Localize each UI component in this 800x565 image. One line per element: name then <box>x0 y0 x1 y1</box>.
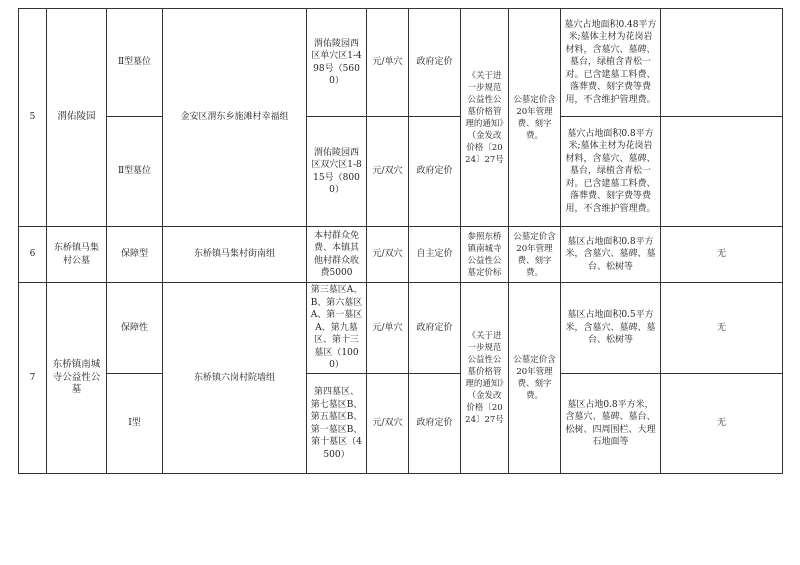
plot-type: 保障性 <box>107 283 163 374</box>
plot-type: Ⅰ型 <box>107 374 163 474</box>
remark <box>661 117 783 227</box>
pricing-method: 政府定价 <box>409 283 461 374</box>
location: 东桥镇六岗村院墙组 <box>163 283 307 474</box>
table-row <box>19 227 783 283</box>
plot-description: 墓区占地面积0.8平方米，含墓穴、墓碑、墓台、松树等 <box>561 227 661 283</box>
location: 东桥镇马集村街南组 <box>163 227 307 283</box>
table-row <box>19 117 783 227</box>
table-row <box>19 374 783 474</box>
price-unit: 元/单穴 <box>367 283 409 374</box>
plot-area: 渭佑陵园西区双穴区1-815号（8000） <box>307 117 367 227</box>
cemetery-price-table <box>18 8 783 474</box>
location: 金安区渭东乡施滩村幸福组 <box>163 9 307 227</box>
remark: 无 <box>661 374 783 474</box>
remark <box>661 9 783 117</box>
plot-description: 墓区占地0.8平方米，含墓穴、墓碑、墓台、松树、四周围栏、大理石地面等 <box>561 374 661 474</box>
plot-type: 保障型 <box>107 227 163 283</box>
plot-type: Ⅱ型墓位 <box>107 117 163 227</box>
table-row <box>19 283 783 374</box>
cemetery-name: 渭佑陵园 <box>47 9 107 227</box>
pricing-method: 政府定价 <box>409 117 461 227</box>
plot-area: 渭佑陵园西区单穴区1-498号（5600） <box>307 9 367 117</box>
cemetery-name: 东桥镇马集村公墓 <box>47 227 107 283</box>
fee-scope: 公墓定价含20年管理费、刻字费。 <box>509 9 561 227</box>
plot-description: 墓穴占地面积0.8平方米;墓体主材为花岗岩材料，含墓穴、墓碑、墓台，绿植含青松一对。已含建墓工料费、落葬费、刻字费等费用，不含维护管理费。 <box>561 117 661 227</box>
fee-scope: 公墓定价含20年管理费、刻字费。 <box>509 227 561 283</box>
remark: 无 <box>661 283 783 374</box>
cemetery-name: 东桥镇南城寺公益性公墓 <box>47 283 107 474</box>
pricing-basis: 《关于进一步规范公益性公墓价格管理的通知》（金发改价格〔2024〕27号 <box>461 283 509 474</box>
pricing-method: 政府定价 <box>409 374 461 474</box>
plot-type: Ⅱ型墓位 <box>107 9 163 117</box>
remark: 无 <box>661 227 783 283</box>
plot-description: 墓穴占地面积0.48平方米;墓体主材为花岗岩材料，含墓穴、墓碑、墓台，绿植含青松一对。已含建墓工料费、落葬费、刻字费等费用，不含维护管理费。 <box>561 9 661 117</box>
row-number: 5 <box>19 9 47 227</box>
pricing-method: 政府定价 <box>409 9 461 117</box>
plot-area: 第三墓区A、B、第六墓区A、第一墓区A、第九墓区、第十三墓区（1000） <box>307 283 367 374</box>
plot-area: 第四墓区、第七墓区B、第五墓区B、第一墓区B、第十墓区（4500） <box>307 374 367 474</box>
plot-area: 本村群众免费、本镇其他村群众收费5000 <box>307 227 367 283</box>
fee-scope: 公墓定价含20年管理费、刻字费。 <box>509 283 561 474</box>
pricing-method: 自主定价 <box>409 227 461 283</box>
table-row <box>19 9 783 117</box>
pricing-basis: 《关于进一步规范公益性公墓价格管理的通知》（金发改价格〔2024〕27号 <box>461 9 509 227</box>
price-unit: 元/双穴 <box>367 374 409 474</box>
row-number: 6 <box>19 227 47 283</box>
row-number: 7 <box>19 283 47 474</box>
plot-description: 墓区占地面积0.5平方米，含墓穴、墓碑、墓台、松树等 <box>561 283 661 374</box>
pricing-basis: 参照东桥镇南城寺公益性公墓定价标 <box>461 227 509 283</box>
price-unit: 元/双穴 <box>367 117 409 227</box>
price-unit: 元/双穴 <box>367 227 409 283</box>
price-unit: 元/单穴 <box>367 9 409 117</box>
